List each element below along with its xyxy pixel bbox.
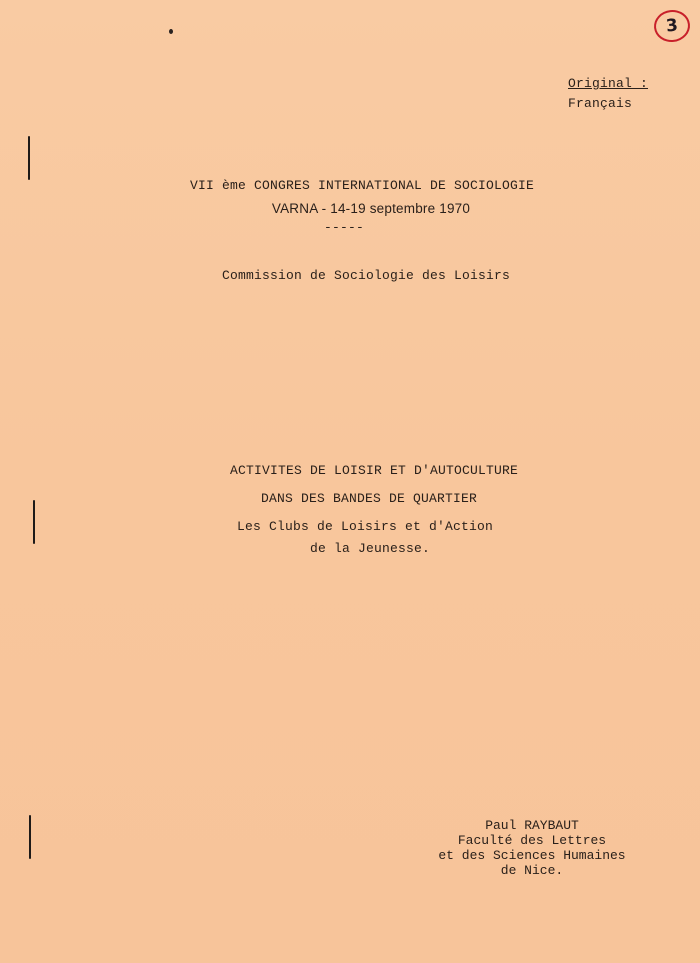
congress-place-dates: VARNA - 14-19 septembre 1970 xyxy=(271,201,471,216)
paper-title-line-3: Les Clubs de Loisirs et d'Action xyxy=(236,519,494,534)
author-name: Paul RAYBAUT xyxy=(485,818,579,833)
author-block xyxy=(428,818,636,878)
commission-name: Commission de Sociologie des Loisirs xyxy=(221,268,511,283)
margin-bar-top xyxy=(28,136,30,180)
paper-title-line-2: DANS DES BANDES DE QUARTIER xyxy=(260,491,478,506)
congress-rule: ----- xyxy=(323,220,364,235)
author-affiliation-3: de Nice. xyxy=(500,863,564,878)
page-number-badge xyxy=(652,8,691,44)
congress-title: VII ème CONGRES INTERNATIONAL DE SOCIOLOGIE xyxy=(189,178,535,193)
author-affiliation-1: Faculté des Lettres xyxy=(457,833,607,848)
paper-title-line-4: de la Jeunesse. xyxy=(309,541,431,556)
paper-title-line-1: ACTIVITES DE LOISIR ET D'AUTOCULTURE xyxy=(229,463,519,478)
margin-bar-bottom xyxy=(29,815,31,859)
original-language-label xyxy=(568,76,648,92)
original-label-text: Original : xyxy=(568,76,649,91)
ink-speck xyxy=(169,29,173,34)
page-number: 3 xyxy=(665,15,679,37)
original-language-value: Français xyxy=(568,96,633,111)
author-affiliation-2: et des Sciences Humaines xyxy=(438,848,626,863)
